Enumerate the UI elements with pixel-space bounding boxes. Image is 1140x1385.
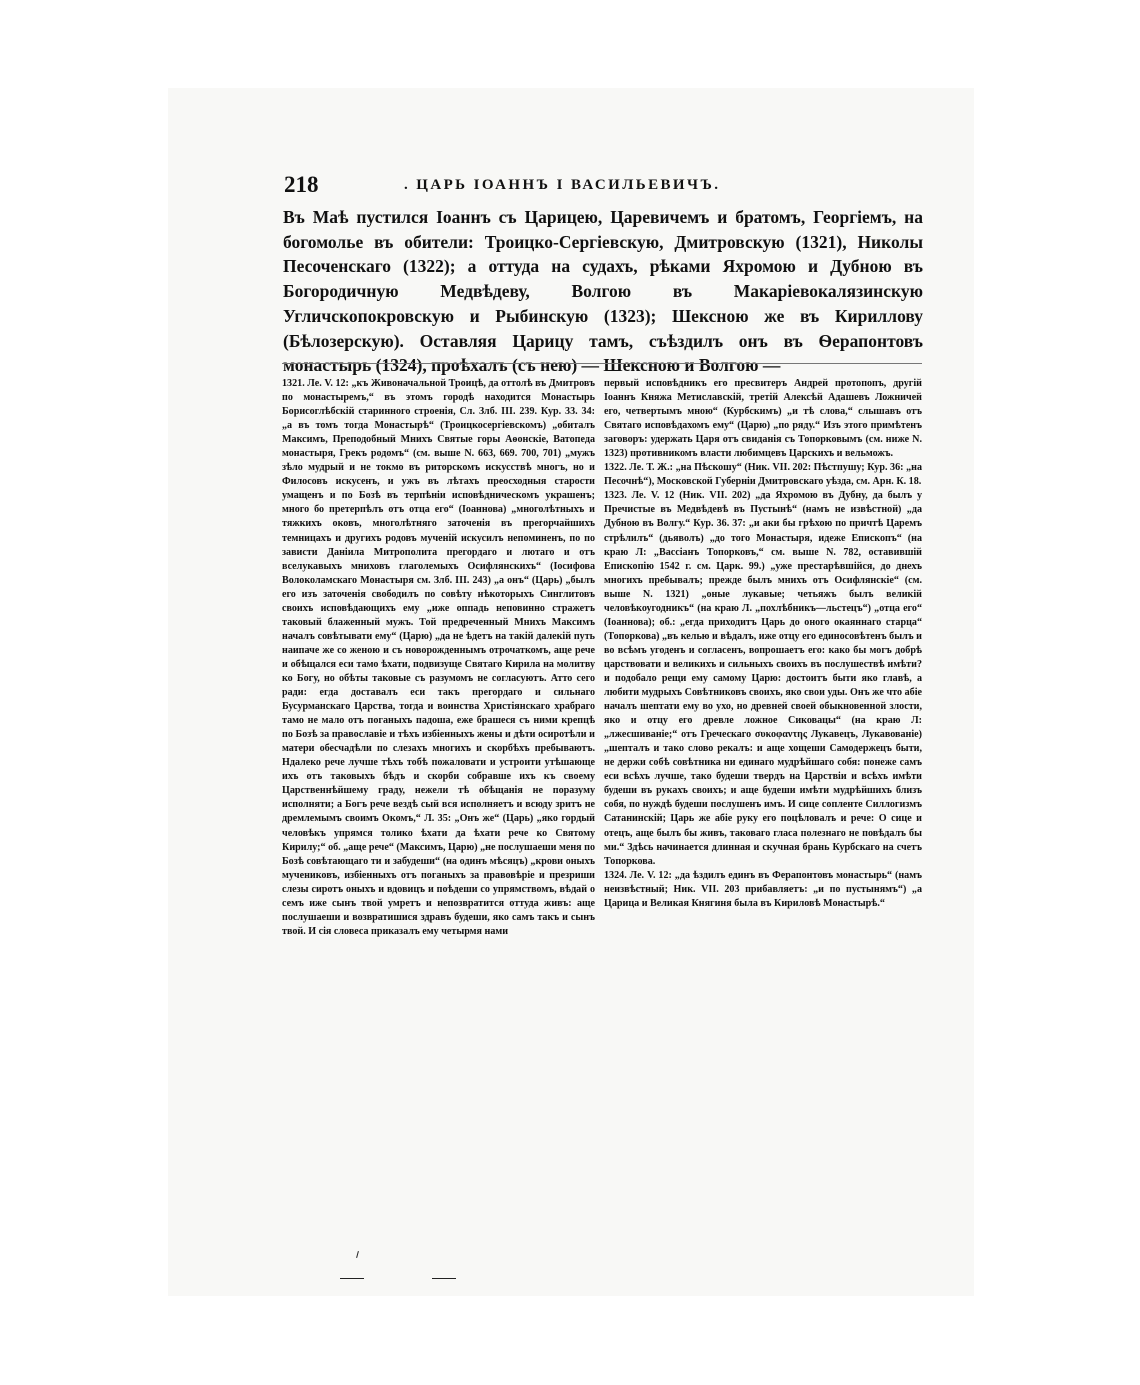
footnote-1322: 1322. Ле. Т. Ж.: „на Пѣскошу“ (Ник. VII. 202: Пѣстпушу; Кур. 36: „на Песочнѣ“), Московской Губерніи Дмитровскаго уѣзда, см. Арн. К. 18.	[604, 462, 922, 488]
mark-stroke	[356, 1251, 359, 1258]
footnote-1324: 1324. Ле. V. 12: „да ѣздилъ единъ въ Ферапонтовъ монастырь“ (намъ неизвѣстный; Ник. VII. 203 прибавляетъ: „и по пустынямъ“) „а Царица и Великая Княгиня была въ Кириловѣ Монастырѣ.“	[604, 869, 922, 909]
footnotes-right-column	[604, 377, 922, 911]
footnote-rule	[282, 363, 922, 364]
page-number: 218	[284, 172, 319, 197]
footnote-1323: 1323. Ле. V. 12 (Ник. VII. 202) „да Яхромою въ Дубну, да былъ у Пречистые въ Медвѣдевѣ въ Пустынѣ“ (намъ не извѣстной) „да Дубною въ Волгу.“ Кур. 36. 37: „и аки бы грѣхою по причтѣ Царемъ стрѣлилъ“ (дьяволъ) „до того Монастыря, идеже Епископъ“ (на краю Л: „Вассіанъ Топорковъ,“ см. выше N. 782, оставившій Епископію 1542 г. см. Царк. 99.) „уже престарѣвшійся, до днехъ многихъ пребывалъ; прежде былъ мнихъ отъ Осифлянскіе“ (см. выше N. 1321) „оные лукавые; четьяжъ былъ великій человѣкоугодникъ“ (на краю Л. „похлѣбникъ—льстецъ“) „отца его“ (Іоаннова); об.: „егда приходитъ Царь до оного окаяннаго старца“ (Топоркова) „въ келью и вѣдалъ, иже отцу его единосовѣтенъ былъ и во всѣмъ угоденъ и согласенъ, вопрошаетъ его: како бы могъ добрѣ царствовати и великихъ и сильныхъ своихъ въ послушествѣ имѣти? и подобало рещи ему самому Царю: достоитъ быти яко главѣ, а любити мудрыхъ Совѣтниковъ своихъ, яко свои уды. Онъ же что абіе началъ шептати ему во ухо, но древней своей обыкновенной злости, яко и отцу его древле ложное Сиковацы“ (на краю Л: „лжесшиваніе;“ отъ Греческаго συκοφαντης Лукавецъ, Лукавованіе) „шепталъ и тако слово рекалъ: и аще хощеши Самодержецъ быти, не держи собѣ совѣтника ни единаго мудрѣйшаго собя: понеже самъ еси всѣхъ лучше, тако будеши твердъ на Царствіи и всѣхъ имѣти будеши въ рукахъ своихъ; и аще будеши имѣти мудрѣйшихъ близъ собя, по нуждѣ будеши послушенъ имъ. И сице сопленте Силлогизмъ Сатанинскій; Царь же абіе руку его поцѣловалъ и рече: О сице и отецъ, аще былъ бы живъ, таковаго гласа полезнаго не повѣдалъ бы ми.“ Здѣсь начинается длинная и скучная брань Курбскаго на счетъ Топоркова.	[604, 490, 922, 867]
mark-dash-left	[340, 1278, 364, 1279]
mark-dash-right	[432, 1278, 456, 1279]
running-head: . ЦАРЬ ІОАННЪ І ВАСИЛЬЕВИЧЪ.	[404, 177, 721, 193]
page-header	[284, 172, 784, 202]
footnotes-left-column	[282, 377, 595, 939]
footnote-1321: 1321. Ле. V. 12: „къ Живоначальной Троицѣ, да оттолѣ въ Дмитровъ по монастыремъ,“ въ этомъ городѣ находится Монастырь Борисоглѣбскій старинного строенія, Сл. Злб. III. 239. Кур. 33. 34: „а въ томъ тогда Монастырѣ“ (Троицкосергіевскомъ) „обиталъ Максимъ, Преподобный Мнихъ Святые горы Аѳонскіе, Ватопеда монастыря, Грекъ родомъ“ (см. выше N. 663, 669. 700, 701) „мужъ зѣло мудрый и не токмо въ риторскомъ искусствѣ многъ, но и Филосовъ искусенъ, и ужъ въ лѣтахъ преосходныя старости умащенъ и по Бозѣ въ терпѣніи исповѣдническомъ украшенъ; много бо претерпѣлъ отъ отца его“ (Іоаннова) „многолѣтныхъ и тяжкихъ оковъ, многолѣтняго заточенія въ прегорчайшихъ темницахъ и другихъ родовъ мученій искусилъ непоминенъ, по по зависти Даніила Митрополита прегордаго и лютаго и отъ вселукавыхъ мниховъ глаголемыхъ Осифлянскихъ“ (Іосифова Волоколамскаго Монастыря см. Злб. III. 243) „а онъ“ (Царь) „былъ его изъ заточенія свободилъ по совѣту нѣкоторыхъ Синглитовъ своихъ исповѣдающихъ ему „иже оппадь неповинно стражетъ таковый блаженный мужъ. Той предреченный Мнихъ Максимъ началъ совѣтывати ему“ (Царю) „да не ѣдетъ на такій далекій путь наипаче же со женою и съ новорожденнымъ отрочаткомъ, аще рече и обѣщался еси тамо ѣхати, подвизуще Святаго Кирила на молитву ко Богу, но обѣты таковые съ разумомъ не согласуютъ. Атто сего ради: егда доставалъ еси такъ прегордаго и сильнаго Бусурманскаго Царства, тогда и воинства Христіянскаго храбраго тамо не мало отъ поганыхъ падоша, еже брашеся съ ними крепцѣ по Бозѣ за православіе и тѣхъ избіенныхъ жены и дѣти осиротѣли и матери обесчадѣли по слезахъ многихъ и скорбѣхъ пребываютъ. Ндалеко рече лучше тѣхъ тобѣ пожаловати и устроити утѣшающе ихъ отъ таковыхъ бѣдъ и скорби собравше ихъ къ своему Царственнѣйшему граду, нежели тѣ обѣщанія не поразуму исполняти; а Богъ рече вездѣ сый вся исполняетъ и всюду зритъ не дремлемымъ своимъ Окомъ,“ Л. 35: „Онъ же“ (Царь) „яко гордый человѣкъ упрямся толико ѣхати да ѣхати рече ко Святому Кирилу;“ об. „аще рече“ (Максимъ, Царю) „не послушаеши меня по Бозѣ совѣтающаго ти и забудеши“ (на одинъ мѣсяцъ) „крови оныхъ мучениковъ, избіенныхъ отъ поганыхъ за правовѣріе и презриши слезы сиротъ оныхъ и вдовицъ и поѣдеши со упрямствомъ, вѣдай о семъ иже сынъ твой умретъ и непозвратится оттуда живъ: аще послушаеши и возвратишися здравъ будеши, яко самъ такъ и сынъ твой. И сія словеса приказалъ ему четырмя нами	[282, 378, 595, 937]
bottom-marks	[340, 1226, 460, 1286]
footnote-1321-continued: первый исповѣдникъ его пресвитеръ Андрей протопопъ, другій Іоаннъ Княжа Метиславскій, третій Алексѣй Адашевъ Ложничей его, четвертымъ мною“ (Курбскимъ) „и тѣ слова,“ слышавъ отъ Святаго исповѣдахомъ ему“ (Царю) „по ряду.“ Изъ этого примѣтенъ заговоръ: удержать Царя отъ свиданія съ Топорковымъ (см. ниже N. 1323) противникомъ власти любимцевъ Царскихъ и вельможъ.	[604, 378, 922, 460]
main-text: Въ Маѣ пустился Іоаннъ съ Царицею, Царевичемъ и братомъ, Георгіемъ, на богомолье въ обители: Троицко-Сергіевскую, Дмитровскую (1321), Николы Песоченскаго (1322); а оттуда на судахъ, рѣками Яхромою и Дубною въ Богородичную Медвѣдеву, Волгою въ Макаріевокалязинскую Угличскопокровскую и Рыбинскую (1323); Шекснoю же въ Кириллову (Бѣлозерскую). Оставляя Царицу тамъ, съѣздилъ онъ въ Ѳерапонтовъ монастырь (1324), проѣхалъ (съ нею) — Шексною и Волгою —	[283, 207, 923, 376]
